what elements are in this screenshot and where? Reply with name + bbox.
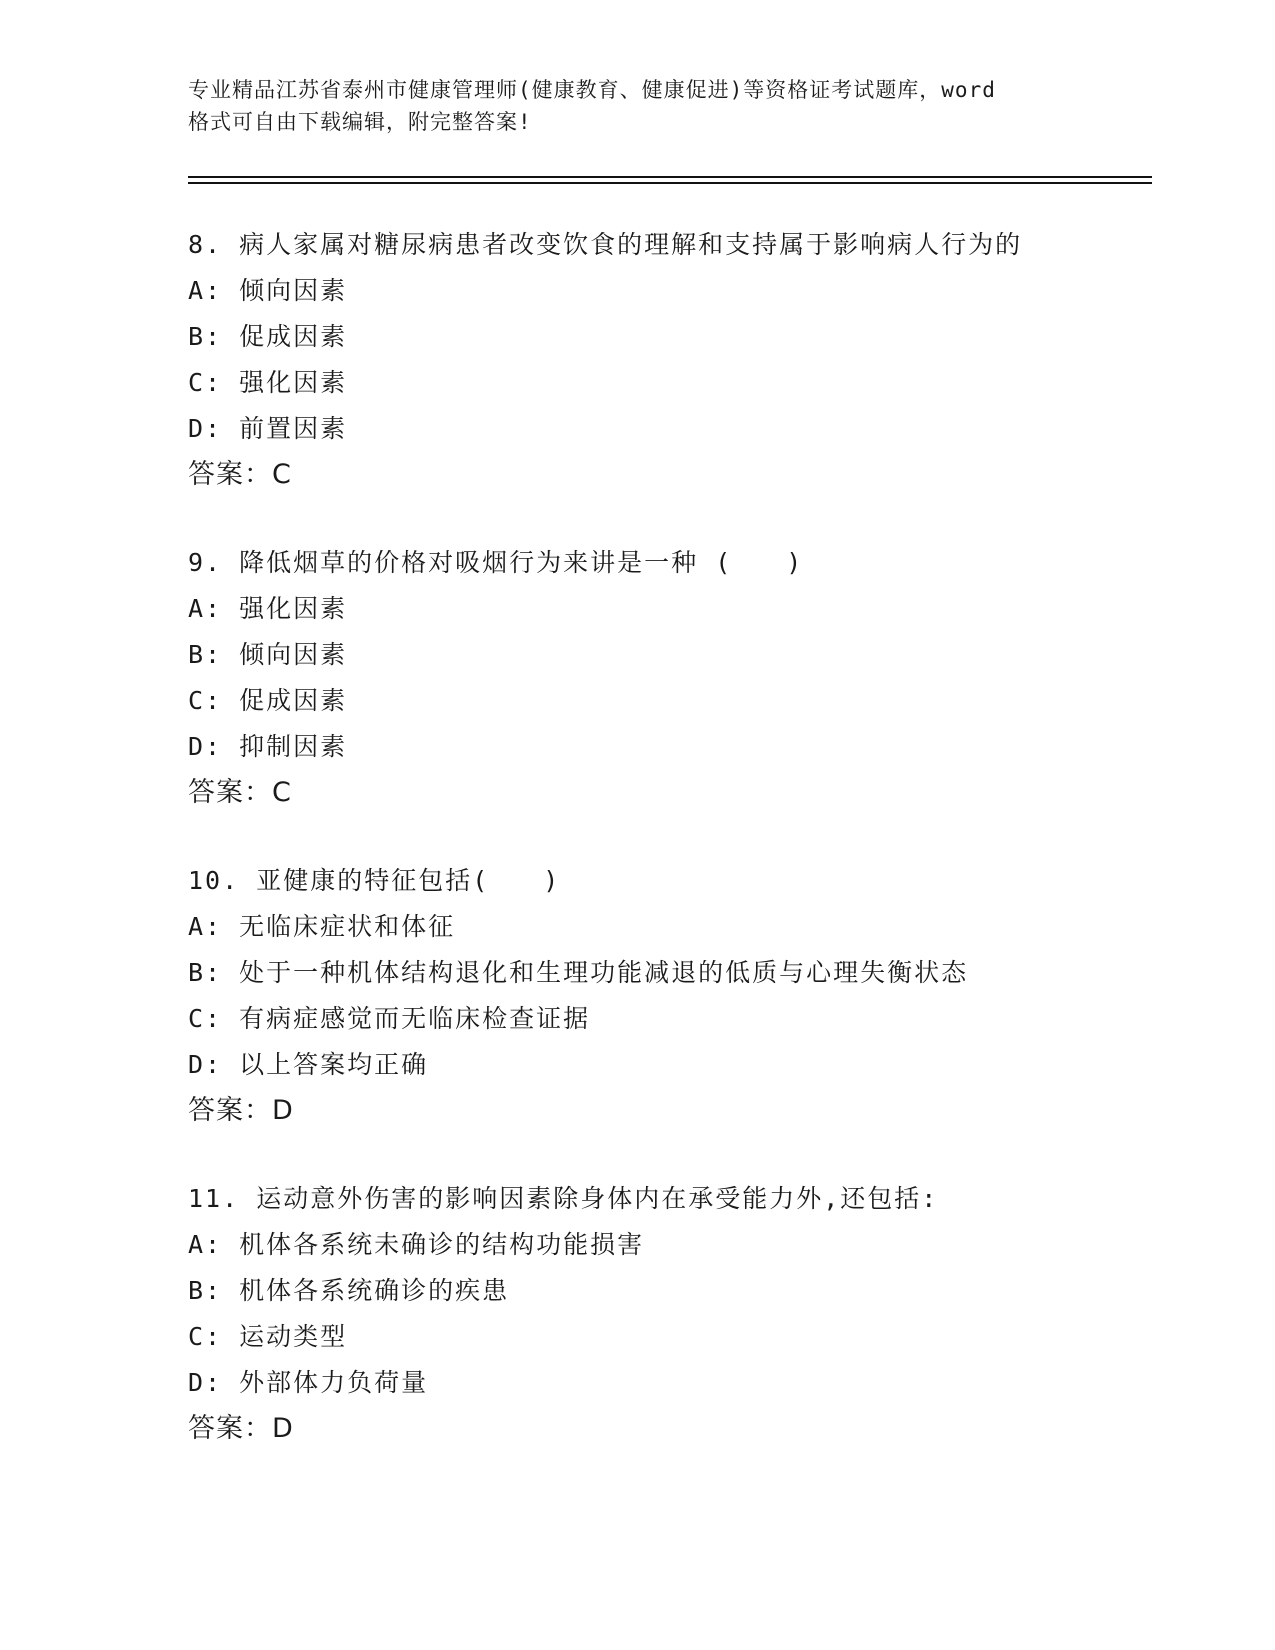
header-divider-bottom [188, 182, 1152, 184]
answer-line: 答案：D [188, 1413, 294, 1444]
question-stem: 11. 运动意外伤害的影响因素除身体内在承受能力外,还包括: [188, 1184, 939, 1213]
question-8 [188, 222, 1188, 498]
option-c: C: 促成因素 [188, 686, 348, 715]
option-a: A: 机体各系统未确诊的结构功能损害 [188, 1230, 645, 1259]
option-a: A: 无临床症状和体征 [188, 912, 456, 941]
question-11 [188, 1176, 1188, 1452]
question-10 [188, 858, 1188, 1134]
option-c: C: 强化因素 [188, 368, 348, 397]
answer-line: 答案：D [188, 1095, 294, 1126]
answer-line: 答案：C [188, 459, 292, 490]
question-stem: 8. 病人家属对糖尿病患者改变饮食的理解和支持属于影响病人行为的 [188, 230, 1023, 259]
option-a: A: 强化因素 [188, 594, 348, 623]
answer-line: 答案：C [188, 777, 292, 808]
option-c: C: 有病症感觉而无临床检查证据 [188, 1004, 591, 1033]
option-b: B: 倾向因素 [188, 640, 348, 669]
question-stem: 10. 亚健康的特征包括( ) [188, 866, 561, 895]
question-stem: 9. 降低烟草的价格对吸烟行为来讲是一种 ( ) [188, 548, 804, 577]
header-line-2: 格式可自由下载编辑，附完整答案! [188, 110, 532, 134]
option-b: B: 处于一种机体结构退化和生理功能减退的低质与心理失衡状态 [188, 958, 969, 987]
header-divider-top [188, 176, 1152, 178]
header-line-1: 专业精品江苏省泰州市健康管理师(健康教育、健康促进)等资格证考试题库，word [188, 78, 996, 102]
option-b: B: 促成因素 [188, 322, 348, 351]
question-9 [188, 540, 1188, 816]
option-d: D: 外部体力负荷量 [188, 1368, 429, 1397]
option-b: B: 机体各系统确诊的疾患 [188, 1276, 510, 1305]
option-d: D: 前置因素 [188, 414, 348, 443]
option-c: C: 运动类型 [188, 1322, 348, 1351]
option-d: D: 以上答案均正确 [188, 1050, 429, 1079]
option-d: D: 抑制因素 [188, 732, 348, 761]
option-a: A: 倾向因素 [188, 276, 348, 305]
document-header [188, 74, 1088, 138]
